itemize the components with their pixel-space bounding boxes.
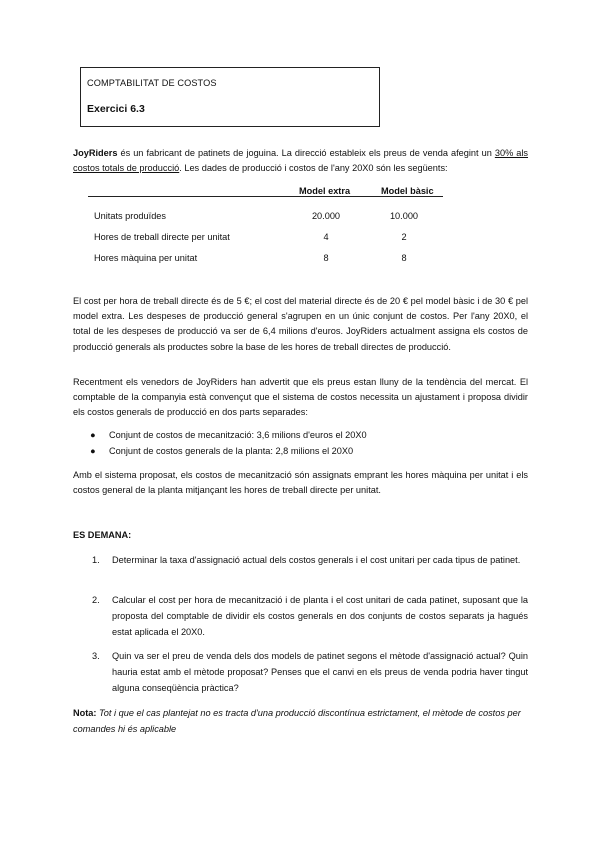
table-header-rule xyxy=(88,196,443,197)
value-basic: 2 xyxy=(401,232,407,242)
row-label: Hores màquina per unitat xyxy=(94,253,198,263)
list-item-text: Conjunt de costos generals de la planta: 2,8 milions el 20X0 xyxy=(109,446,354,456)
header-model-basic: Model bàsic xyxy=(381,186,434,196)
header-model-extra: Model extra xyxy=(299,186,351,196)
note-text: Tot i que el cas plantejat no es tracta d'una producció discontínua estrictament, el mètode de costos per comandes hi és aplicable xyxy=(73,708,521,734)
intro-text-1: és un fabricant de patinets de joguina. La direcció estableix els preus de venda afegint un xyxy=(117,148,495,158)
question-number: 2. xyxy=(92,595,100,605)
value-extra: 20.000 xyxy=(311,211,341,221)
subject-title: COMPTABILITAT DE COSTOS xyxy=(87,78,217,88)
value-basic: 10.000 xyxy=(389,211,419,221)
list-item-text: Conjunt de costos de mecanització: 3,6 milions d'euros el 20X0 xyxy=(109,430,367,440)
exercise-header-box xyxy=(80,67,380,127)
proposal-paragraph: Recentment els venedors de JoyRiders han advertit que els preus estan lluny de la tendència del mercat. El comptable de la companyia està convençut que el sistema de costos necessita un ajustament i proposa dividir els costos generals de producció en dos parts separades: xyxy=(73,377,528,418)
question-item xyxy=(92,552,528,568)
table-row xyxy=(88,232,443,246)
question-text: Quin va ser el preu de venda dels dos models de patinet segons el mètode d'assignació actual? Quin hauria estat amb el mètode proposat? Penses que el canvi en els preus de venda podria haver tingut alguna conseqüència pràctica? xyxy=(112,651,528,693)
exercise-title: Exercici 6.3 xyxy=(87,103,145,115)
intro-underlined: 30% als costos totals de producció xyxy=(73,148,529,174)
list-item xyxy=(90,443,367,459)
question-number: 1. xyxy=(92,555,100,565)
bullet-icon: ● xyxy=(90,430,96,440)
note-paragraph xyxy=(73,705,528,737)
question-number: 3. xyxy=(92,651,100,661)
company-name: JoyRiders xyxy=(73,148,118,158)
value-extra: 4 xyxy=(323,232,329,242)
question-text: Calcular el cost per hora de mecanització i de planta i el cost unitari de cada patinet, suposant que la proposta del comptable de dividir els costos generals en dos conjunts de costos separats ja hagués estat aplicada el 20X0. xyxy=(112,595,528,637)
table-row xyxy=(88,253,443,267)
table-row xyxy=(88,211,443,225)
cost-pools-list xyxy=(90,427,367,459)
note-label: Nota: xyxy=(73,708,97,718)
list-item xyxy=(90,427,367,443)
questions-heading: ES DEMANA: xyxy=(73,530,132,540)
row-label: Hores de treball directe per unitat xyxy=(94,232,230,242)
value-extra: 8 xyxy=(323,253,329,263)
cost-paragraph: El cost per hora de treball directe és de 5 €; el cost del material directe és de 20 € pel model bàsic i de 30 € pel model extra. Les despeses de producció general s'agrupen en un únic conjunt de costos. Per l'any 20X0, el total de les despeses de producció va ser de 6,4 milions d'euros. JoyRiders actualment assigna els costos de producció generals als productes sobre la base de les hores de treball directes de producció. xyxy=(73,296,528,352)
question-item xyxy=(92,592,528,640)
question-text: Determinar la taxa d'assignació actual dels costos generals i el cost unitari per cada tipus de patinet. xyxy=(112,555,521,565)
question-item xyxy=(92,648,528,696)
row-label: Unitats produïdes xyxy=(94,211,167,221)
bullet-icon: ● xyxy=(90,446,96,456)
intro-text-2: . Les dades de producció i costos de l'any 20X0 són les següents: xyxy=(179,163,448,174)
value-basic: 8 xyxy=(401,253,407,263)
intro-paragraph xyxy=(73,146,528,176)
system-paragraph: Amb el sistema proposat, els costos de mecanització són assignats emprant les hores màquina per unitat i els costos general de la planta mitjançant les hores de treball directe per unitat. xyxy=(73,470,528,496)
